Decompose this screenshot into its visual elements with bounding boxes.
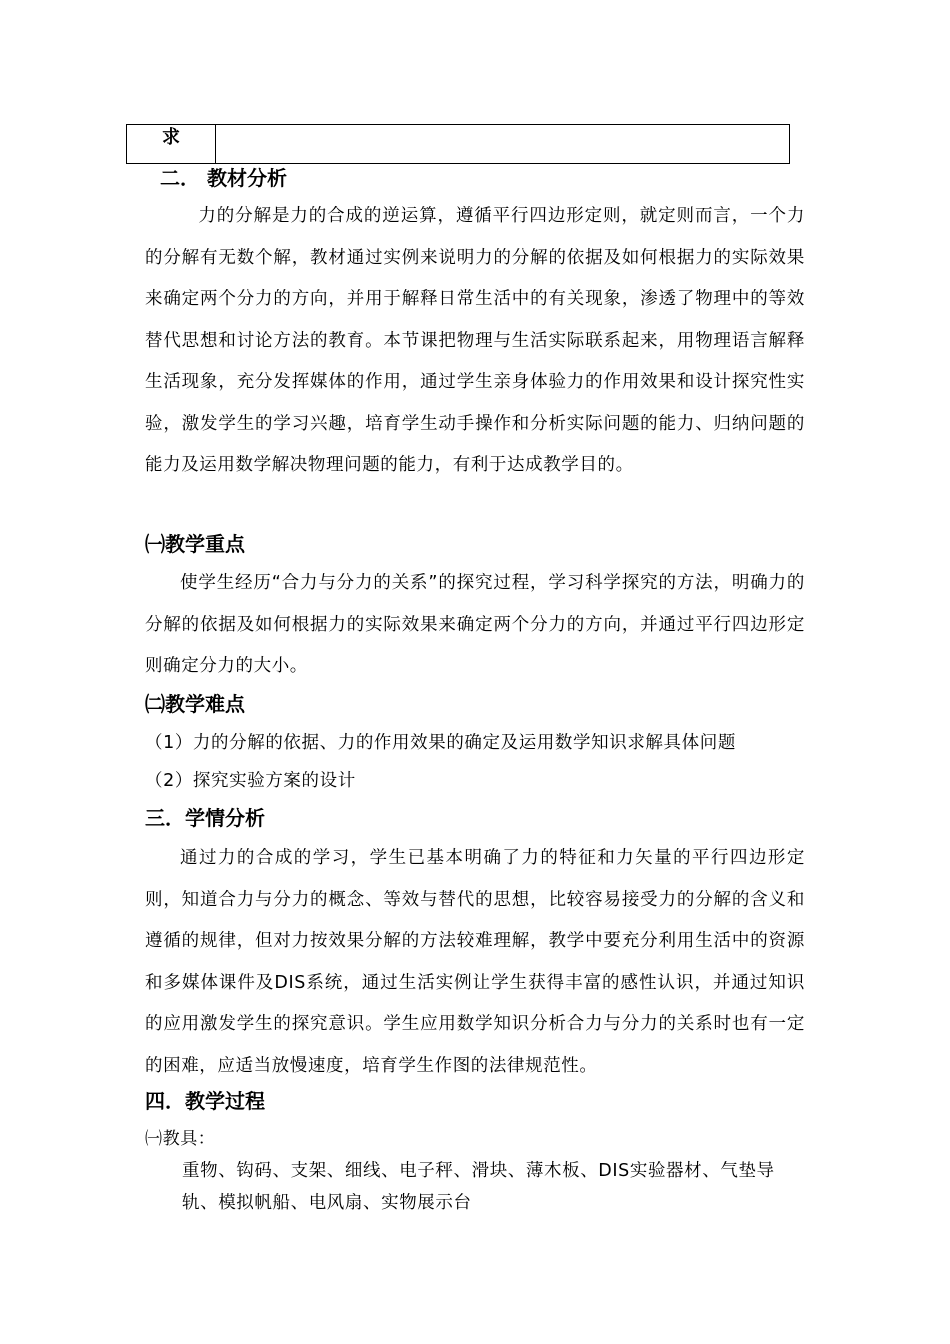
table-row — [127, 125, 790, 164]
table-content-cell — [216, 125, 790, 164]
difficulty-item: （2）探究实验方案的设计 — [145, 771, 356, 791]
teaching-aids-list-line: 轨、模拟帆船、电风扇、实物展示台 — [182, 1193, 472, 1213]
section-heading-textbook-analysis: 二． 教材分析 — [160, 166, 287, 190]
student-analysis-paragraph — [145, 838, 805, 1087]
subheading-teaching-aids: ㈠教具： — [145, 1129, 216, 1149]
textbook-analysis-paragraph — [145, 196, 805, 487]
teaching-aids-list-line: 重物、钩码、支架、细线、电子秤、滑块、薄木板、DIS实验器材、气垫导 — [182, 1161, 775, 1181]
teaching-focus-paragraph — [145, 563, 805, 688]
paragraph-text: 力的分解是力的合成的逆运算，遵循平行四边形定则，就定则而言，一个力的分解有无数个解，教材通过实例来说明力的分解的依据及如何根据力的实际效果来确定两个分力的方向，并用于解释日常生活中的有关现象，渗透了物理中的等效替代思想和讨论方法的教育。本节课把物理与生活实际联系起来，用物理语言解释生活现象，充分发挥媒体的作用，通过学生亲身体验力的作用效果和设计探究性实验，激发学生的学习兴趣，培育学生动手操作和分析实际问题的能力、归纳问题的能力及运用数学解决物理问题的能力，有利于达成教学目的。 — [145, 206, 805, 475]
difficulty-item: （1）力的分解的依据、力的作用效果的确定及运用数学知识求解具体问题 — [145, 733, 736, 753]
paragraph-text: 通过力的合成的学习，学生已基本明确了力的特征和力矢量的平行四边形定则，知道合力与分力的概念、等效与替代的思想，比较容易接受力的分解的含义和遵循的规律，但对力按效果分解的方法较难理解，教学中要充分利用生活中的资源和多媒体课件及DIS系统，通过生活实例让学生获得丰富的感性认识，并通过知识的应用激发学生的探究意识。学生应用数学知识分析合力与分力的关系时也有一定的困难，应适当放慢速度，培育学生作图的法律规范性。 — [145, 848, 805, 1076]
section-heading-teaching-process: 四．教学过程 — [145, 1089, 265, 1113]
subheading-teaching-focus: ㈠教学重点 — [145, 532, 245, 556]
paragraph-text: 使学生经历“合力与分力的关系”的探究过程，学习科学探究的方法，明确力的分解的依据及如何根据力的实际效果来确定两个分力的方向，并通过平行四边形定则确定分力的大小。 — [145, 573, 805, 676]
table-label-cell: 求 — [127, 125, 216, 164]
section-heading-student-analysis: 三．学情分析 — [145, 806, 265, 830]
form-table — [126, 124, 790, 164]
subheading-teaching-difficulty: ㈡教学难点 — [145, 692, 245, 716]
